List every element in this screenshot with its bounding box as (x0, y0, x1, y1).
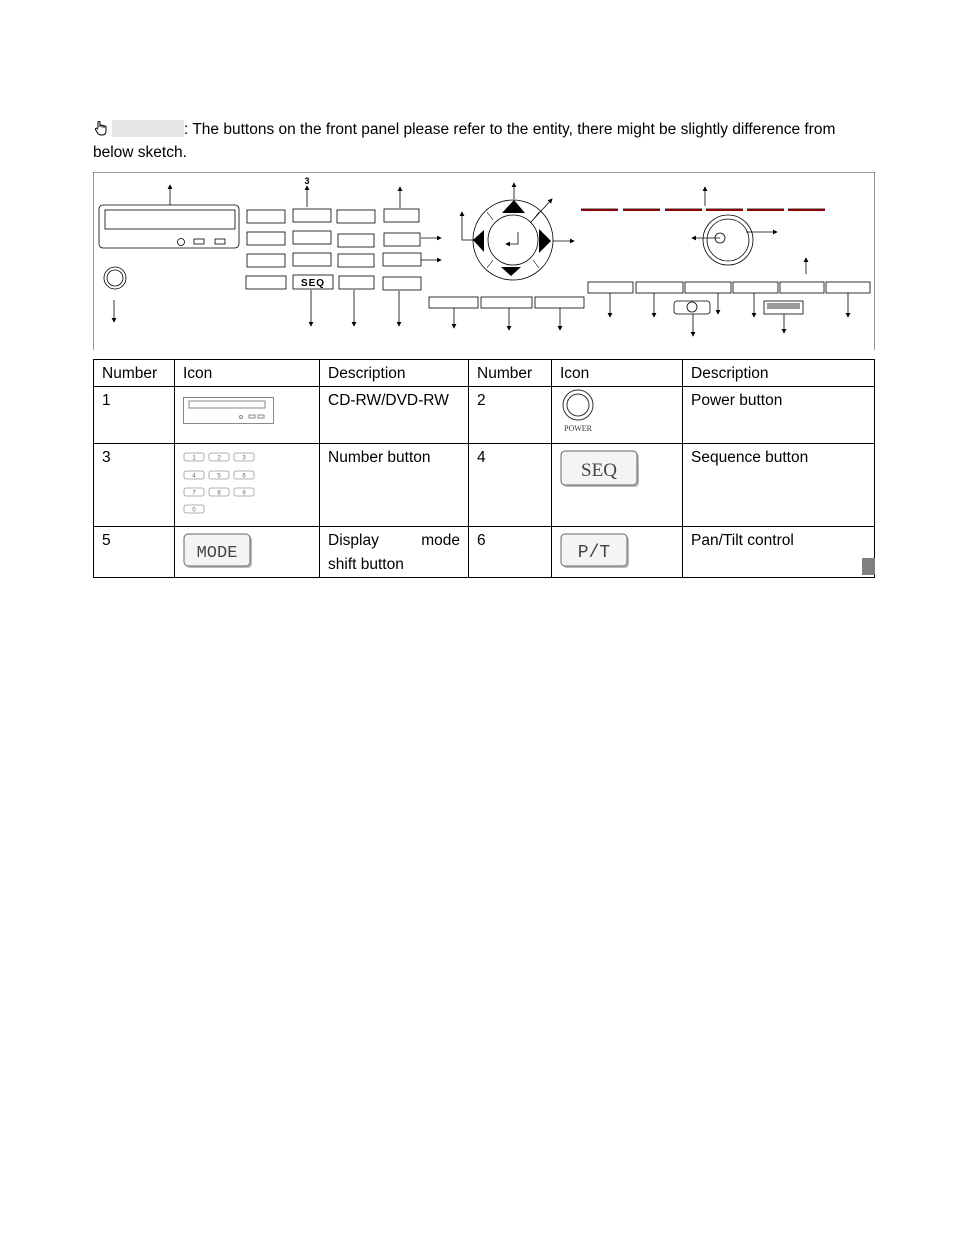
row-description (320, 527, 469, 578)
power-button-icon (552, 387, 683, 444)
keypad-key-0: 0 (192, 507, 196, 514)
pt-icon-label: P/T (577, 543, 611, 563)
table-row (94, 444, 875, 527)
keypad-key-5: 5 (217, 473, 221, 480)
cd-dvd-drive-icon (175, 387, 320, 444)
row-number: 3 (94, 444, 175, 527)
seq-sketch-label: SEQ (300, 278, 326, 289)
keypad-key-9: 9 (242, 490, 246, 497)
power-button-drawing (104, 267, 126, 289)
mode-button-icon (175, 527, 320, 578)
seq-button-icon (552, 444, 683, 527)
keypad-key-4: 4 (192, 473, 196, 480)
header-number: Number (94, 360, 175, 387)
row-description: Pan/Tilt control (683, 527, 875, 578)
row-number: 1 (94, 387, 175, 444)
highlight-label (112, 120, 184, 137)
row-number: 5 (94, 527, 175, 578)
table-row (94, 527, 875, 578)
page-corner-marker (862, 558, 875, 575)
row-number: 4 (469, 444, 552, 527)
row-description: CD-RW/DVD-RW (320, 387, 469, 444)
front-panel-sketch (93, 172, 875, 350)
mode-buttons-drawing (429, 297, 584, 308)
keypad-key-7: 7 (192, 490, 196, 497)
function-buttons-drawing (588, 282, 870, 314)
power-icon-label: POWER (564, 424, 592, 433)
row-description-line2: shift button (328, 556, 404, 573)
row-description: Sequence button (683, 444, 875, 527)
button-spec-table (93, 359, 875, 578)
jog-dial-drawing (703, 215, 753, 265)
keypad-key-2: 2 (217, 455, 221, 462)
keypad-key-8: 8 (217, 490, 221, 497)
cd-drive-drawing (99, 205, 239, 248)
note-paragraph (93, 118, 875, 164)
header-description: Description (683, 360, 875, 387)
header-icon: Icon (175, 360, 320, 387)
seq-icon-label: SEQ (581, 460, 617, 481)
row-description: Power button (683, 387, 875, 444)
keypad-key-1: 1 (192, 455, 196, 462)
hand-pointer-icon (93, 120, 109, 136)
table-header-row (94, 360, 875, 387)
header-icon: Icon (552, 360, 683, 387)
pt-button-icon (552, 527, 683, 578)
header-description: Description (320, 360, 469, 387)
table-row (94, 387, 875, 444)
row-number: 6 (469, 527, 552, 578)
row-description: Number button (320, 444, 469, 527)
keypad-key-3: 3 (242, 455, 246, 462)
number-buttons-drawing (246, 209, 421, 290)
note-text: : The buttons on the front panel please refer to the entity, there might be slightly difference from below sketch. (93, 121, 836, 161)
row-number: 2 (469, 387, 552, 444)
mode-icon-label: MODE (196, 544, 238, 563)
keypad-key-6: 6 (242, 473, 246, 480)
header-number: Number (469, 360, 552, 387)
number-keypad-icon (175, 444, 320, 527)
callout-3: 3 (304, 176, 310, 186)
direction-pad-drawing (473, 200, 553, 280)
row-description-line1: Display mode (328, 532, 460, 549)
